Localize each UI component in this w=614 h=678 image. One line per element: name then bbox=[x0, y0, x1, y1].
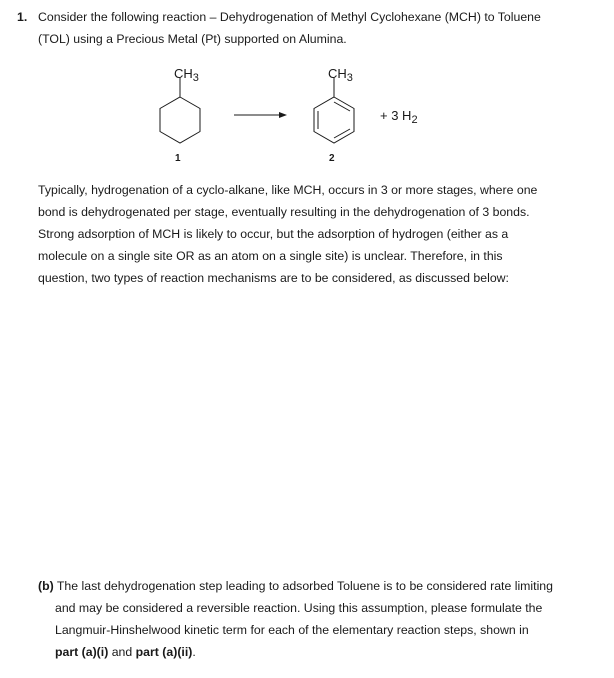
part-a-i-reference: part (a)(i) bbox=[55, 645, 109, 659]
question-line: Consider the following reaction – Dehydrogenation of Methyl Cyclohexane (MCH) to Toluene bbox=[38, 10, 541, 24]
part-b-line: part (a)(i) and part (a)(ii). bbox=[55, 645, 196, 659]
reaction-scheme bbox=[0, 60, 614, 170]
product-methyl-label: $CH_3$ bbox=[328, 66, 353, 84]
paragraph-line: Typically, hydrogenation of a cyclo-alkane, like MCH, occurs in 3 or more stages, where one bbox=[38, 183, 538, 197]
paragraph-line: question, two types of reaction mechanisms are to be considered, as discussed below: bbox=[38, 271, 509, 285]
part-a-ii-reference: part (a)(ii) bbox=[135, 645, 193, 659]
part-b-line: and may be considered a reversible reaction. Using this assumption, please formulate the bbox=[55, 601, 543, 615]
paragraph-line: molecule on a single site OR as an atom on a single site) is unclear. Therefore, in this bbox=[38, 249, 503, 263]
product-number: 2 bbox=[329, 153, 335, 164]
reactant-methyl-label: $CH_3$ bbox=[174, 66, 199, 84]
paragraph-line: bond is dehydrogenated per stage, eventually resulting in the dehydrogenation of 3 bonds. bbox=[38, 205, 530, 219]
hydrogen-byproduct: + 3 $H_2$ bbox=[380, 108, 418, 126]
methylcyclohexane-structure bbox=[160, 77, 200, 143]
paragraph-line: Strong adsorption of MCH is likely to occur, but the adsorption of hydrogen (either as a bbox=[38, 227, 509, 241]
reactant-number: 1 bbox=[175, 153, 181, 164]
part-b-question bbox=[38, 575, 598, 663]
mechanism-paragraph bbox=[38, 179, 598, 289]
question-text bbox=[38, 6, 598, 50]
toluene-structure bbox=[314, 77, 354, 143]
question-line: (TOL) using a Precious Metal (Pt) supported on Alumina. bbox=[38, 32, 347, 46]
part-b-label: (b) bbox=[38, 579, 54, 593]
part-b-line: (b) The last dehydrogenation step leading to adsorbed Toluene is to be considered rate limiting bbox=[38, 579, 553, 593]
part-b-line: Langmuir-Hinshelwood kinetic term for each of the elementary reaction steps, shown in bbox=[55, 623, 529, 637]
reaction-arrow bbox=[234, 112, 287, 118]
question-number: 1. bbox=[17, 10, 28, 24]
